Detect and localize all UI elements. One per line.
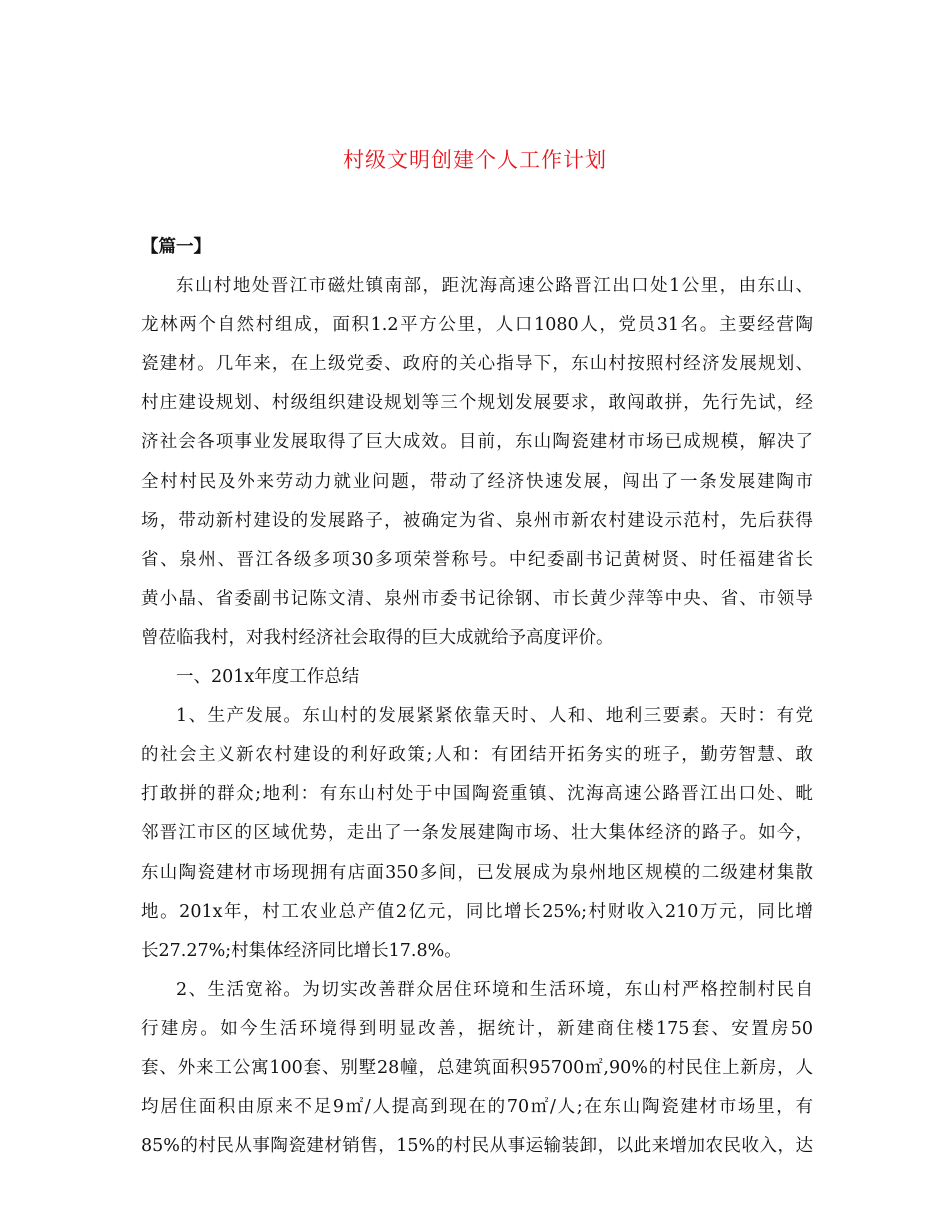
paragraph-line: 省、泉州、晋江各级多项30多项荣誉称号。中纪委副书记黄树贤、时任福建省长 — [141, 549, 813, 570]
document-title: 村级文明创建个人工作计划 — [343, 148, 607, 172]
document-body — [141, 228, 813, 1166]
paragraph-line: 套、外来工公寓100套、别墅28幢，总建筑面积95700㎡,90%的村民住上新房，人 — [141, 1057, 813, 1078]
paragraph-line: 东山陶瓷建材市场现拥有店面350多间，已发展成为泉州地区规模的二级建材集散 — [141, 862, 813, 883]
paragraph-line: 的社会主义新农村建设的利好政策;人和：有团结开拓务实的班子，勤劳智慧、敢 — [141, 745, 813, 766]
paragraph-line: 2、生活宽裕。为切实改善群众居住环境和生活环境，东山村严格控制村民自 — [176, 979, 813, 1000]
paragraph-line: 瓷建材。几年来，在上级党委、政府的关心指导下，东山村按照村经济发展规划、 — [141, 354, 813, 375]
paragraph-line: 东山村地处晋江市磁灶镇南部，距沈海高速公路晋江出口处1公里，由东山、 — [176, 276, 813, 297]
paragraph-line: 龙林两个自然村组成，面积1.2平方公里，人口1080人，党员31名。主要经营陶 — [141, 315, 813, 336]
section-heading: 一、201x年度工作总结 — [176, 667, 360, 688]
paragraph-line: 1、生产发展。东山村的发展紧紧依靠天时、人和、地利三要素。天时：有党 — [176, 706, 813, 727]
paragraph-line: 村庄建设规划、村级组织建设规划等三个规划发展要求，敢闯敢拼，先行先试，经 — [141, 393, 813, 414]
paragraph-line: 邻晋江市区的区域优势，走出了一条发展建陶市场、壮大集体经济的路子。如今， — [141, 823, 813, 844]
paragraph-line: 85%的村民从事陶瓷建材销售，15%的村民从事运输装卸，以此来增加农民收入，达 — [141, 1136, 813, 1157]
paragraph-line: 黄小晶、省委副书记陈文清、泉州市委书记徐钢、市长黄少萍等中央、省、市领导 — [141, 588, 813, 609]
paragraph-line: 全村村民及外来劳动力就业问题，带动了经济快速发展，闯出了一条发展建陶市 — [141, 471, 813, 492]
paragraph-line: 场，带动新村建设的发展路子，被确定为省、泉州市新农村建设示范村，先后获得 — [141, 510, 813, 531]
section-label: 【篇一】 — [141, 237, 211, 257]
paragraph-line: 打敢拼的群众;地利：有东山村处于中国陶瓷重镇、沈海高速公路晋江出口处、毗 — [141, 784, 813, 805]
paragraph-line: 曾莅临我村，对我村经济社会取得的巨大成就给予高度评价。 — [141, 627, 614, 648]
paragraph-line: 行建房。如今生活环境得到明显改善，据统计，新建商住楼175套、安置房50 — [141, 1018, 813, 1039]
paragraph-line: 地。201x年，村工农业总产值2亿元，同比增长25%;村财收入210万元，同比增 — [141, 901, 813, 922]
paragraph-line: 均居住面积由原来不足9㎡/人提高到现在的70㎡/人;在东山陶瓷建材市场里，有 — [141, 1097, 813, 1118]
paragraph-line: 济社会各项事业发展取得了巨大成效。目前，东山陶瓷建材市场已成规模，解决了 — [141, 432, 813, 453]
paragraph-line: 长27.27%;村集体经济同比增长17.8%。 — [141, 940, 462, 961]
